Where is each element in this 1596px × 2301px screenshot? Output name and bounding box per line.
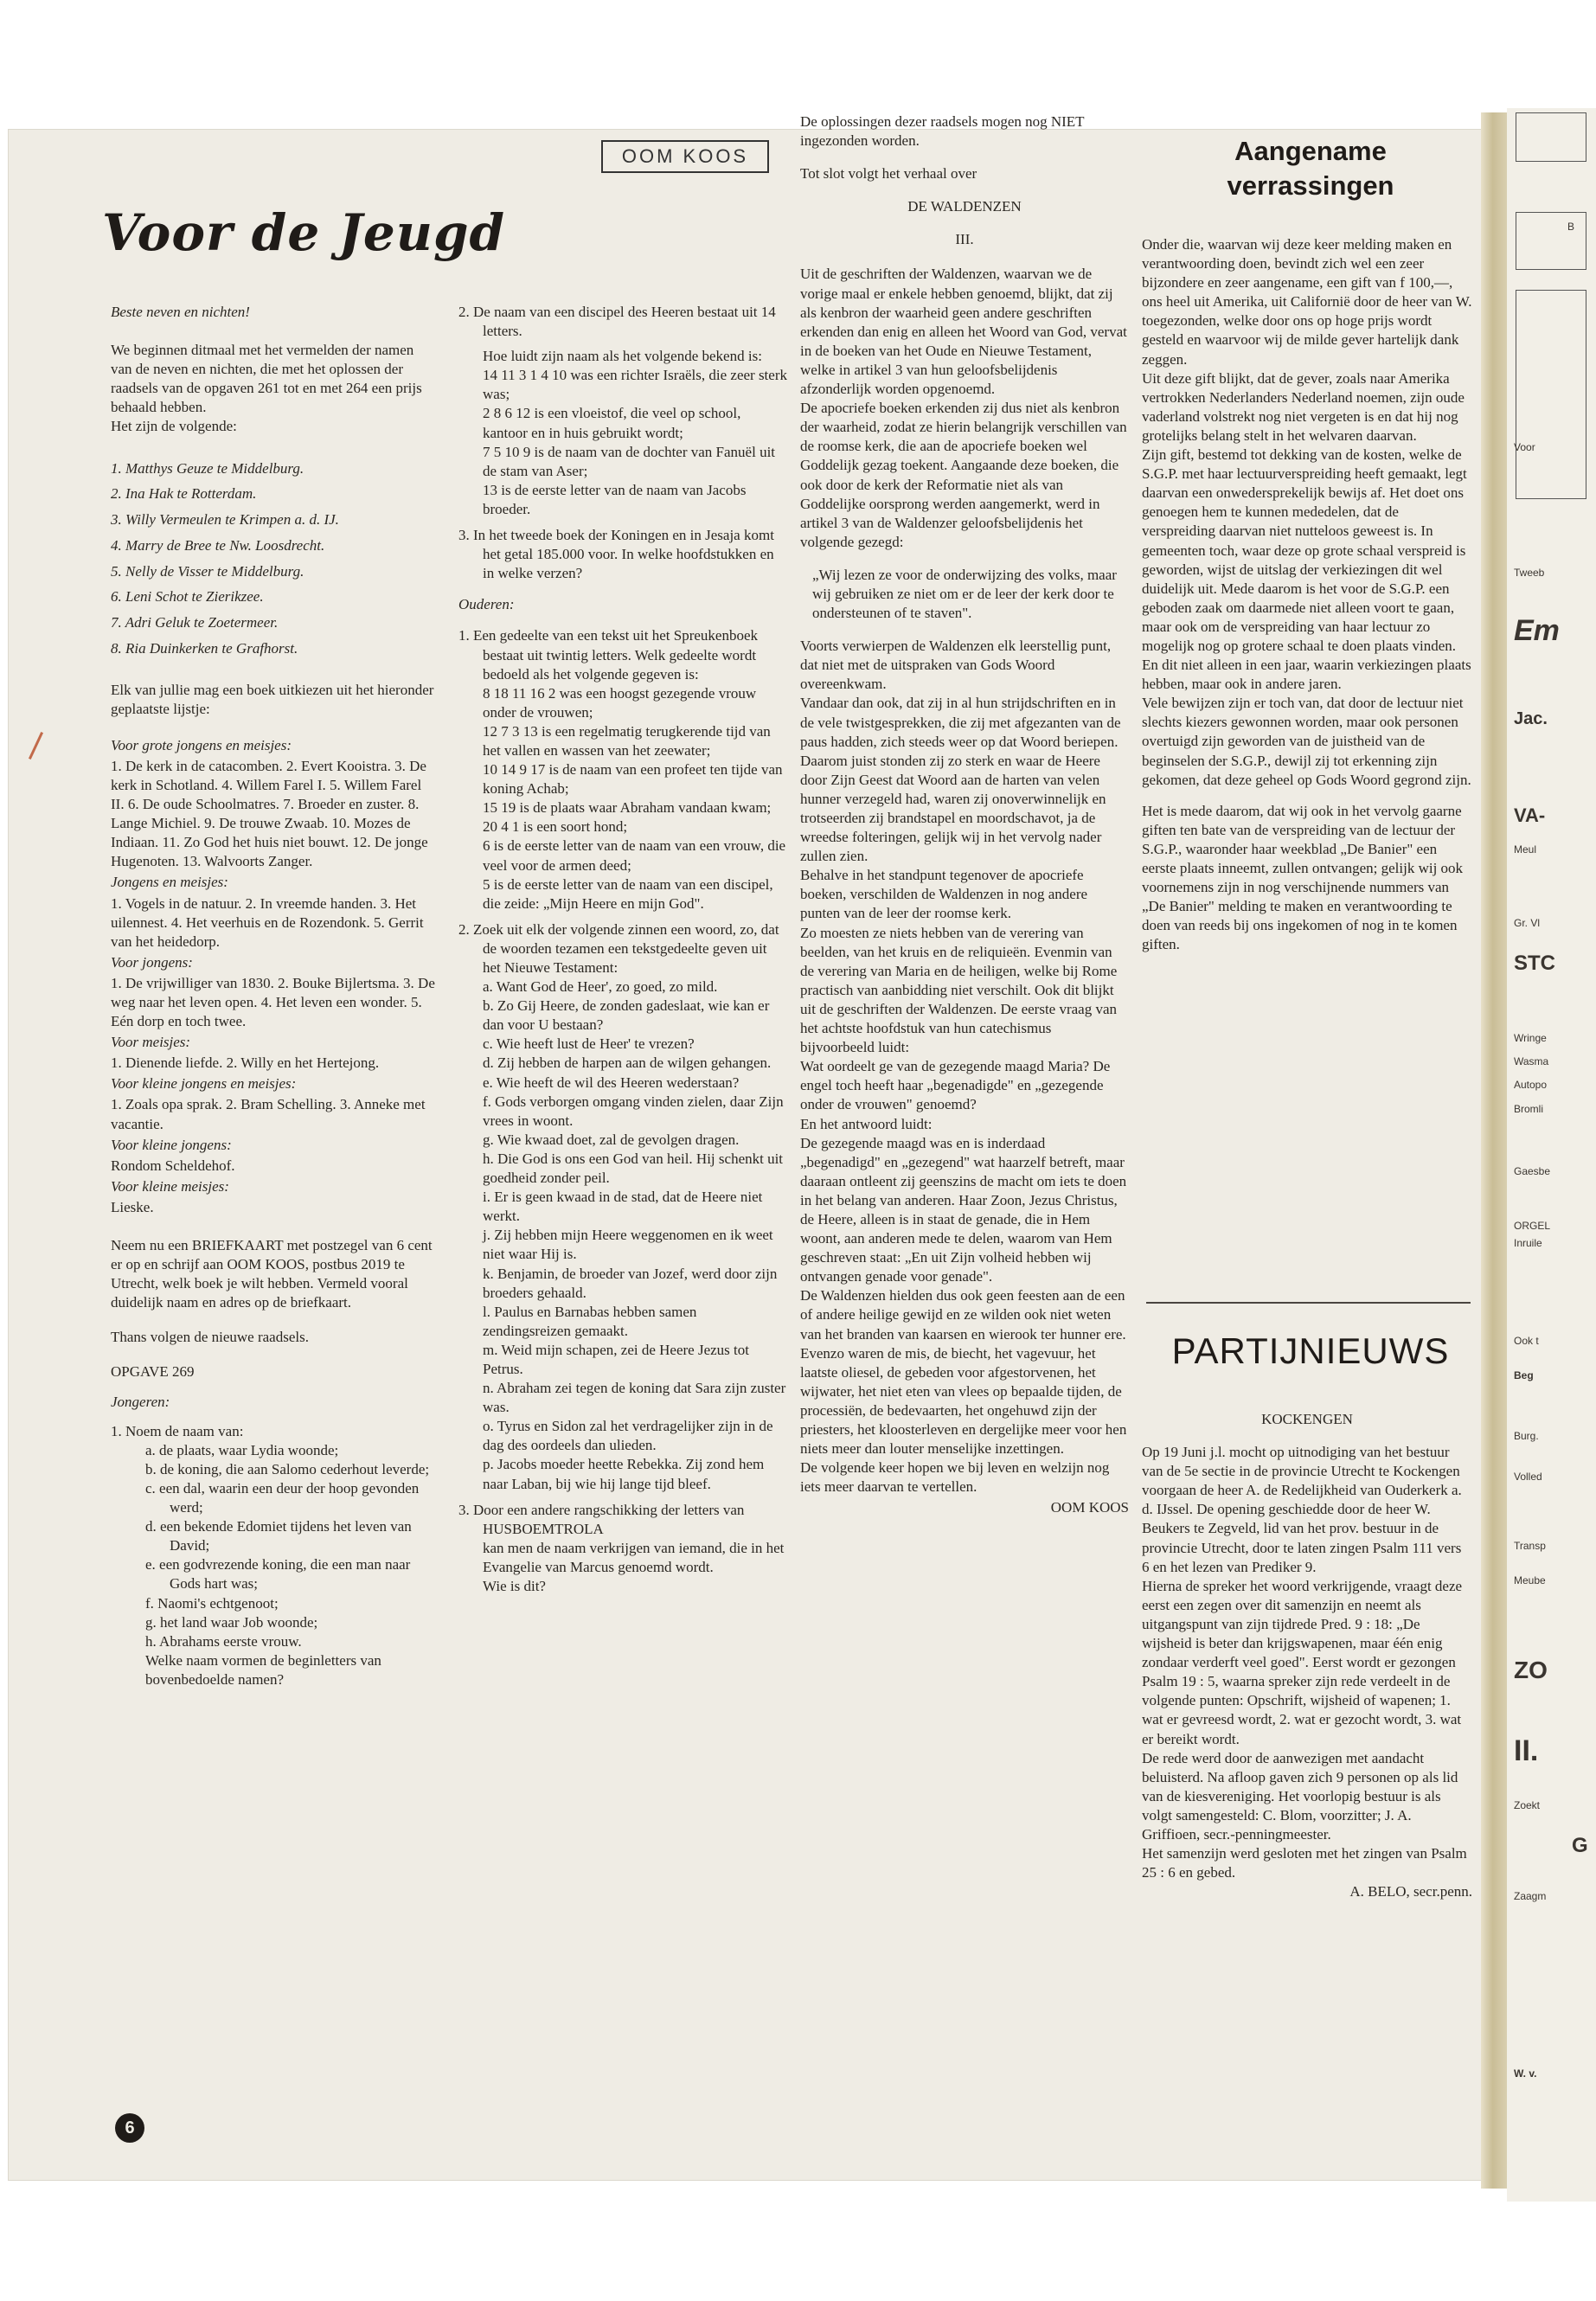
section-heading: OPGAVE 269 [111,1363,195,1381]
fragment-text: Wasma [1514,1055,1549,1067]
list-heading: Jongens en meisjes: [111,874,228,891]
subheading: KOCKENGEN [1261,1411,1353,1427]
list-heading: Voor jongens: [111,953,193,971]
paragraph: Wat oordeelt ge van de gezegende maagd Maria? De engel toch heeft haar „begenadigde" en „gezegende onder de vrouwen" genoemd? [800,1058,1111,1113]
adjacent-page-fragment [1507,108,1596,2202]
fragment-text: G [1572,1834,1588,1857]
fragment-text: Tweeb [1514,567,1545,579]
subheading: Ouderen: [458,596,515,613]
list-item: 5. Nelly de Visser te Middelburg. [111,562,304,580]
book-list: 1. Vogels in de natuur. 2. In vreemde handen. 3. Het uilennest. 4. Het veerhuis en de Rozendonk. 5. Gerrit van het heidedorp. [111,894,424,950]
list-item: i. Er is geen kwaad in de stad, dat de Heere niet werkt. [483,1189,763,1225]
paragraph: Hoe luidt zijn naam als het volgende bekend is: [483,348,762,365]
question: 3. In het tweede boek der Koningen en in Jesaja komt het getal 185.000 voor. In welke hoofdstukken en in welke verzen? [458,527,774,582]
question: 2. De naam van een discipel des Heeren bestaat uit 14 letters. [458,304,776,340]
list-item: c. Wie heeft lust de Heer' te vrezen? [483,1035,695,1053]
paragraph: Uit deze gift blijkt, dat de gever, zoals naar Amerika vertrokken Nederlanders Nederland noemen, zijn oude vaderland volstrekt nog niet vergeten is en dat hij nog grotelijks belang stelt in het welvaren daarvan. [1142,369,1465,444]
paragraph: Zo moesten ze niets hebben van de verering van beelden, van het kruis en de reliquieën. Evenmin van de verering van Maria en de heiligen, welke bij Rome practisch van aanbidding niet verschilt. Ook dit blijkt uit de geschriften der Waldenzen. De eerste vraag van het achtste hoofdstuk van hun catechismus bijvoorbeeld luidt: [800,924,1118,1056]
list-item: 8 18 11 16 2 was een hoogst gezegende vrouw onder de vrouwen; [483,684,757,721]
greeting: Beste neven en nichten! [111,304,250,320]
fragment-text: Gaesbe [1514,1165,1551,1177]
fragment-text: W. v. [1514,2067,1537,2080]
fragment-text: Beg [1514,1369,1534,1381]
page-title: Voor de Jeugd [102,203,506,262]
page-number: 6 [115,2113,144,2143]
list-item: f. Naomi's echtgenoot; [145,1594,279,1612]
fragment-text: Zoekt [1514,1799,1541,1811]
list-item: 4. Marry de Bree te Nw. Loosdrecht. [111,536,325,554]
list-item: f. Gods verborgen omgang vinden zielen, daar Zijn vrees in woont. [483,1093,784,1129]
list-item: k. Benjamin, de broeder van Jozef, werd door zijn broeders gehaald. [483,1265,778,1301]
winners-list [111,456,438,662]
paragraph: Zijn gift, bestemd tot dekking van de kosten, welke de S.G.P. met haar lectuurverspreiding heeft gemaakt, legt daarvan een onwedersprekelijk bewijs af. Het doet ons genoegen hem te kunnen mededelen, dat de verspreiding daarvan niet nutteloos geweest is. In gemeenten toch, waar deze op grote schaal verspreid is geworden, wijst de uitslag der verkiezingen dit wel duidelijk uit. Mede daarom is het voor de S.G.P. een geboden zaak om daarmede niet alleen voort te gaan, maar ook om de verspreiding van haar lectuur zo mogelijk nog op grotere schaal te doen plaats vinden. En dit niet alleen in een jaar, waarin verkiezingen plaats hebben, maar ook in andere jaren. [1142,446,1471,693]
paragraph: De oplossingen dezer raadsels mogen nog NIET ingezonden worden. [800,113,1085,150]
paragraph: Elk van jullie mag een boek uitkiezen uit het hieronder geplaatste lijstje: [111,681,434,717]
section-heading: Aangename verrassingen [1227,136,1394,202]
ad-box [1516,290,1586,499]
column-4 [1142,235,1472,960]
fragment-text: Jac. [1514,709,1548,728]
list-item: d. Zij hebben de harpen aan de wilgen gehangen. [483,1054,772,1072]
list-item: b. de koning, die aan Salomo cederhout leverde; [145,1460,430,1477]
paragraph: Voorts verwierpen de Waldenzen elk leerstellig punt, dat niet met de uitspraken van Gods Woord overeenkwam. [800,638,1112,693]
anagram-word: HUSBOEMTROLA [483,1520,604,1537]
fragment-text: Wringe [1514,1032,1547,1044]
fragment-text: Zaagm [1514,1890,1547,1902]
paragraph: Thans volgen de nieuwe raadsels. [111,1329,309,1346]
list-item: n. Abraham zei tegen de koning dat Sara zijn zuster was. [483,1380,786,1416]
fragment-text: STC [1514,952,1555,975]
fragment-text: Autopo [1514,1079,1548,1091]
fragment-text: B [1567,221,1575,233]
list-item: 15 19 is de plaats waar Abraham vandaan kwam; [483,799,772,817]
question-items [458,684,787,913]
list-item: j. Zij hebben mijn Heere weggenomen en ik weet niet waar Hij is. [483,1227,773,1263]
paragraph: De volgende keer hopen we bij leven en welzijn nog iets meer daarvan te vertellen. [800,1459,1110,1496]
list-item: 3. Willy Vermeulen te Krimpen a. d. IJ. [111,511,339,529]
fragment-text: Meube [1514,1574,1546,1586]
paragraph: De Waldenzen hielden dus ook geen feesten aan de een of andere heilige gewijd en ze wilden ook niet weten van het branden van kaarsen en wierook ter hunner ere. Evenzo waren de mis, de biecht, het vagevuur, het laatste oliesel, de gebeden voor afgestorvenen, het wijwater, het niet eten van vlees op bepaalde tijden, de processiën, de bedevaarten, het ongehuwd zijn der priesters, het kloosterleven en dergelijke meer voor hen niets meer dan louter menselijke inzettingen. [800,1287,1127,1458]
fragment-text: ZO [1514,1657,1548,1683]
fragment-text: Voor [1514,441,1535,453]
list-item: 10 14 9 17 is de naam van een profeet ten tijde van koning Achab; [483,761,783,798]
question-end: Welke naam vormen de beginletters van bovenbedoelde namen? [145,1651,381,1688]
fragment-text: Volled [1514,1471,1542,1483]
fragment-text: Inruile [1514,1237,1542,1249]
paragraph: Behalve in het standpunt tegenover de apocriefe boeken, verschilden de Waldenzen in nog andere punten van de leer der roomse kerk. [800,867,1088,922]
list-item: b. Zo Gij Heere, de zonden gadeslaat, wie kan er dan voor U bestaan? [483,997,770,1034]
list-item: g. het land waar Job woonde; [145,1613,318,1631]
list-heading: Voor kleine jongens: [111,1136,232,1153]
paragraph: Neem nu een BRIEFKAART met postzegel van 6 cent er op en schrijf aan OOM KOOS, postbus 2019 te Utrecht, welk boek je wilt hebben. Vermeld vooral duidelijk naam en adres op de briefkaart. [111,1237,433,1311]
signature: A. BELO, secr.penn. [1349,1883,1472,1900]
paragraph: Het is mede daarom, dat wij ook in het vervolg gaarne giften ten bate van de verspreiding van de lectuur der S.G.P., waaronder haar weekblad „De Banier" een eerste plaats inneemt, zullen ontvangen; gelijk wij ook voornemens zijn in nog verschijnende nummers van „De Banier" melding te maken en verantwoording te doen van reeds bij ons ingekomen of nog in te komen giften. [1142,802,1464,953]
question-block [458,1520,787,1596]
fragment-text: II. [1514,1734,1539,1767]
paragraph: Vele bewijzen zijn er toch van, dat door de lectuur niet slechts kiezers gewonnen worden, maar ook personen overtuigd zijn geworden van de juistheid van de beginselen der S.G.P., dewijl zij tot erkenning zijn gekomen, dat deze geheel op Gods Woord gegrond zijn. [1142,695,1471,788]
list-heading: Voor grote jongens en meisjes: [111,736,292,753]
list-item: 2. Ina Hak te Rotterdam. [111,485,257,503]
list-item: h. Abrahams eerste vrouw. [145,1632,302,1650]
signature: OOM KOOS [1050,1499,1129,1516]
book-list: 1. De kerk in de catacomben. 2. Evert Kooistra. 3. De kerk in Schotland. 4. Willem Farel I. 5. Willem Farel II. 6. De oude Schoolmatres. 7. Broeder en zuster. 8. Lange Michiel. 9. De trouwe Zwaab. 10. Mozes de Indiaan. 11. Zo God het huis niet bouwt. 12. De jonge Hugenoten. 13. Walvoorts Zanger. [111,757,428,870]
column-4-partij [1142,1410,1472,1907]
list-item: e. Wie heeft de wil des Heeren wederstaan? [483,1074,740,1091]
list-item: d. een bekende Edomiet tijdens het leven van David; [145,1518,412,1554]
page-gutter [1481,112,1507,2189]
question: 1. Een gedeelte van een tekst uit het Spreukenboek bestaat uit twintig letters. Welk gedeelte wordt bedoeld als het volgende gegeven is: [458,627,759,683]
list-item: c. een dal, waarin een deur der hoop gevonden werd; [145,1479,420,1516]
list-heading: Voor meisjes: [111,1034,191,1051]
paragraph: De apocriefe boeken erkenden zij dus niet als kenbron der waarheid, zodat ze hierin belangrijk verschillen van de roomse kerk, die aan de apocriefe boeken wel Goddelijk gezag toekent. Aangaande deze boeken, die ook door de kerk der Reformatie niet als van Goddelijke oorsprong werden aangemerkt, werd in artikel 3 van de Waldenzer geloofsbelijdenis het volgende gezegd: [800,400,1127,550]
question-items [111,1441,438,1689]
list-item: 7. Adri Geluk te Zoetermeer. [111,614,279,631]
paragraph: kan men de naam verkrijgen van iemand, die in het Evangelie van Marcus genoemd wordt. [483,1539,785,1575]
paragraph: Wie is dit? [483,1578,546,1594]
list-heading: Voor kleine meisjes: [111,1177,229,1195]
paragraph: Uit de geschriften der Waldenzen, waarvan we de vorige maal er enkele hebben genoemd, blijkt, dat zij als kenbron der waarheid geen andere geschriften erkenden dan enig en alleen het Woord van God, vervat in de boeken van het Oude en Nieuwe Testament, welke in artikel 3 van hun geloofsbelijdenis afzonderlijk worden opgenoemd. [800,266,1127,398]
section-heading: PARTIJNIEUWS [1171,1330,1450,1371]
story-title: DE WALDENZEN [907,198,1022,215]
paragraph: Op 19 Juni j.l. mocht op uitnodiging van het bestuur van de 5e sectie in de provincie Utrecht te Kockengen voorgaan de heer A. de Redelijkheid van Ouderkerk a. d. IJssel. De opening geschiedde door de heer W. Beukers te Zegveld, lid van het prov. bestuur in de provincie Utrecht, door te laten zingen Psalm 111 vers 6 en het lezen van Prediker 9. [1142,1444,1462,1575]
list-item: p. Jacobs moeder heette Rebekka. Zij zond hem naar Laban, bij wie hij lange tijd bleef. [483,1456,765,1492]
fragment-text: VA- [1514,804,1546,826]
subheading: Jongeren: [111,1393,170,1410]
list-item: h. Die God is ons een God van heil. Hij schenkt uit goedheid zonder peil. [483,1150,784,1187]
list-item: l. Paulus en Barnabas hebben samen zendingsreizen gemaakt. [483,1303,697,1339]
column-label-box: OOM KOOS [601,140,769,173]
list-item: 6. Leni Schot te Zierikzee. [111,588,264,606]
paragraph: We beginnen ditmaal met het vermelden der namen van de neven en nichten, die met het oplossen der raadsels van de opgaven 261 tot en met 264 een prijs behaald hebben. [111,342,422,416]
question: 1. Noem de naam van: [111,1422,244,1439]
list-item: 5 is de eerste letter van de naam van een discipel, die zeide: „Mijn Heere en mijn God". [483,875,773,912]
paragraph: De rede werd door de aanwezigen met aandacht beluisterd. Na afloop gaven zich 9 personen op als lid van de kiesvereniging. Het voorlopig bestuur is als volgt samengesteld: C. Blom, voorzitter; J. A. Griffioen, secr.-penningmeester. [1142,1749,1458,1843]
list-item: 20 4 1 is een soort hond; [483,818,628,836]
question: 2. Zoek uit elk der volgende zinnen een woord, zo, dat de woorden tezamen een tekstgedeelte geven uit het Nieuwe Testament: [458,920,779,976]
list-heading: Voor kleine jongens en meisjes: [111,1075,297,1093]
list-item: a. de plaats, waar Lydia woonde; [145,1441,339,1458]
column-1 [111,303,438,1689]
list-item: 13 is de eerste letter van de naam van Jacobs broeder. [483,481,747,517]
story-part: III. [955,231,974,248]
fragment-text: Transp [1514,1540,1546,1552]
question-items [458,977,787,1494]
paragraph: Hierna de spreker het woord verkrijgende, vraagt deze eerst een zegen over dit samenzijn en neemt als uitgangspunt van zijn tijdrede Pred. 9 : 18: „De wijsheid is beter dan krijgswapenen, maar één enig zondaar verderft veel goed". Eerst wordt er gezongen Psalm 19 : 5, waarna spreker zijn rede verdeelt in de volgende punten: Opschrift, wijsheid of wapenen; 1. wat er gevreesd wordt, 2. wat er gezocht wordt, 3. wat er bereikt wordt. [1142,1577,1463,1747]
paragraph: Het samenzijn werd gesloten met het zingen van Psalm 25 : 6 en gebed. [1142,1845,1467,1881]
book-list: 1. De vrijwilliger van 1830. 2. Bouke Bijlertsma. 3. De weg naar het leven open. 4. Het leven een wonder. 5. Eén dorp en toch twee. [111,974,435,1030]
list-item: g. Wie kwaad doet, zal de gevolgen dragen. [483,1131,740,1148]
fragment-text: Ook t [1514,1335,1539,1347]
list-item: 12 7 3 13 is een regelmatig terugkerende tijd van het vallen en wassen van het zeewater; [483,722,771,759]
fragment-text: Burg. [1514,1430,1539,1442]
list-item: 14 11 3 1 4 10 was een richter Israëls, die zeer sterk was; [483,367,787,403]
fragment-text: Bromli [1514,1103,1544,1115]
question: 3. Door een andere rangschikking der letters van [458,1501,745,1518]
book-list: Rondom Scheldehof. [111,1157,235,1174]
fragment-text: Meul [1514,843,1537,856]
paragraph: Vandaar dan ook, dat zij in al hun strijdschriften en in de vele twistgesprekken, die zij met afgezanten van de paus hadden, zich steeds weer op dat Woord beriepen. Daarom juist stonden zij zo sterk en waar de Heere door Zijn Geest dat Woord aan de harten van velen hunner verzegeld had, waren zij onoverwinnelijk en trotseerden zij brandstapel en moordschavot, ja de wreedse folteringen, gelijk wij in het vervolg nader zullen zien. [800,695,1121,865]
book-list: Lieske. [111,1198,154,1215]
list-item: 1. Matthys Geuze te Middelburg. [111,459,304,477]
question-block [458,347,787,519]
list-item: o. Tyrus en Sidon zal het verdragelijker zijn in de dag des oordeels dan ulieden. [483,1418,773,1454]
list-item: 2 8 6 12 is een vloeistof, die veel op school, kantoor en in huis gebruikt wordt; [483,405,741,441]
book-list: 1. Dienende liefde. 2. Willy en het Hertejong. [111,1054,380,1072]
column-3 [800,112,1129,1523]
fragment-text: ORGEL [1514,1220,1551,1232]
paragraph: Tot slot volgt het verhaal over [800,165,977,183]
fragment-text: Gr. Vl [1514,917,1541,929]
list-item: m. Weid mijn schapen, zei de Heere Jezus tot Petrus. [483,1341,749,1377]
divider [1146,1302,1471,1304]
paragraph: En het antwoord luidt: [800,1115,933,1132]
paragraph: Het zijn de volgende: [111,418,237,435]
list-item: a. Want God de Heer', zo goed, zo mild. [483,978,718,996]
fragment-text: Em [1514,614,1560,647]
ad-box [1516,212,1586,270]
list-item: 8. Ria Duinkerken te Grafhorst. [111,639,298,657]
column-2 [458,303,787,1596]
quote: „Wij lezen ze voor de onderwijzing des volks, maar wij gebruiken ze niet om er de leer der kerk door te ondersteunen of te staven". [812,566,1117,622]
list-item: 6 is de eerste letter van de naam van een vrouw, die veel voor de armen deed; [483,837,786,874]
book-list: 1. Zoals opa sprak. 2. Bram Schelling. 3. Anneke met vacantie. [111,1096,426,1132]
paragraph: Onder die, waarvan wij deze keer melding maken en verantwoording doen, bevindt zich wel een zeer bijzondere en zeer aangename, een gift van f 100,—, ons heel uit Amerika, uit Californië door de heer van W. toegezonden, welke door ons op hoge prijs wordt gesteld en waarvoor wij de milde gever hartelijk dank zeggen. [1142,236,1472,368]
list-item: 7 5 10 9 is de naam van de dochter van Fanuël uit de stam van Aser; [483,443,776,479]
paragraph: De gezegende maagd was en is inderdaad „begenadigd" en „gezegend" wat haarzelf betreft, maar daaraan ontleent zij geenszins de macht om iets te doen in het belang van anderen. Haar Zoon, Jezus Christus, de Heere, alleen is in staat de genade, die in Hem woont, aan anderen mede te delen, waarom van Hem geschreven staat: „En uit Zijn volheid hebben wij ontvangen genade voor genade". [800,1134,1127,1285]
ad-box [1516,112,1586,162]
list-item: e. een godvrezende koning, die een man naar Gods hart was; [145,1556,411,1593]
